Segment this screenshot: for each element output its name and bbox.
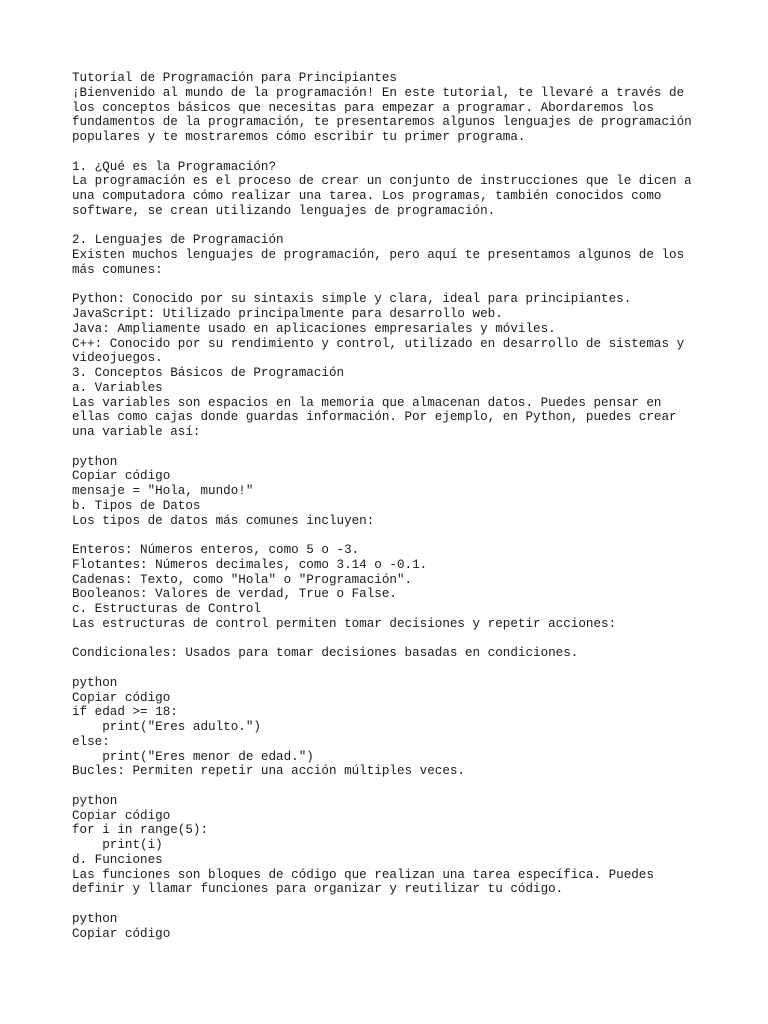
blank-line xyxy=(72,632,732,647)
text-line: b. Tipos de Datos xyxy=(72,498,201,513)
text-line: Tutorial de Programación para Principiantes xyxy=(72,71,397,85)
text-line: videojuegos. xyxy=(72,351,163,366)
blank-line xyxy=(72,528,732,543)
text-line: 2. Lenguajes de Programación xyxy=(72,233,284,248)
text-line: Existen muchos lenguajes de programación, pero aquí te presentamos algunos de los xyxy=(72,248,685,262)
text-line: fundamentos de la programación, te presentaremos algunos lenguajes de programación xyxy=(72,115,692,130)
blank-line xyxy=(72,661,732,676)
text-line: python xyxy=(72,454,118,469)
text-line: Condicionales: Usados para tomar decisiones basadas en condiciones. xyxy=(72,646,579,661)
text-line: una variable así: xyxy=(72,425,201,439)
text-line: Cadenas: Texto, como "Hola" o "Programación". xyxy=(72,572,413,587)
text-line: definir y llamar funciones para organizar y reutilizar tu código. xyxy=(72,882,564,897)
text-line: Las estructuras de control permiten tomar decisiones y repetir acciones: xyxy=(72,616,617,631)
text-line: d. Funciones xyxy=(72,852,163,867)
text-line: ¡Bienvenido al mundo de la programación! En este tutorial, te llevaré a través de xyxy=(72,85,685,100)
text-line: Python: Conocido por su sintaxis simple y clara, ideal para principiantes. xyxy=(72,292,632,307)
blank-line xyxy=(72,779,732,794)
text-line: Copiar código xyxy=(72,469,171,484)
text-line: Enteros: Números enteros, como 5 o -3. xyxy=(72,543,360,557)
text-line: Las funciones son bloques de código que realizan una tarea específica. Puedes xyxy=(72,867,654,882)
text-line: Flotantes: Números decimales, como 3.14 o -0.1. xyxy=(72,557,428,572)
text-line: populares y te mostraremos cómo escribir tu primer programa. xyxy=(72,130,526,144)
text-line: else: xyxy=(72,734,110,749)
text-line: JavaScript: Utilizado principalmente para desarrollo web. xyxy=(72,307,503,321)
blank-line xyxy=(72,145,732,160)
text-line: Bucles: Permiten repetir una acción múltiples veces. xyxy=(72,764,465,779)
text-line: ellas como cajas donde guardas información. Por ejemplo, en Python, puedes crear xyxy=(72,410,677,425)
text-line: a. Variables xyxy=(72,380,163,395)
blank-line xyxy=(72,897,732,912)
text-line: c. Estructuras de Control xyxy=(72,602,261,616)
blank-line xyxy=(72,440,732,455)
text-line: Copiar código xyxy=(72,690,171,705)
text-line: los conceptos básicos que necesitas para empezar a programar. Abordaremos los xyxy=(72,100,654,115)
text-line: print("Eres adulto.") xyxy=(72,720,261,734)
text-line: Los tipos de datos más comunes incluyen: xyxy=(72,513,375,528)
text-line: mensaje = "Hola, mundo!" xyxy=(72,484,254,498)
text-line: print(i) xyxy=(72,838,163,852)
text-line: Booleanos: Valores de verdad, True o False. xyxy=(72,587,397,602)
text-line: La programación es el proceso de crear un conjunto de instrucciones que le dicen a xyxy=(72,174,692,189)
text-line: Copiar código xyxy=(72,808,171,823)
text-line: Las variables son espacios en la memoria que almacenan datos. Puedes pensar en xyxy=(72,395,662,410)
document-body xyxy=(72,71,732,941)
text-line: print("Eres menor de edad.") xyxy=(72,749,314,764)
text-line: python xyxy=(72,793,118,808)
text-line: if edad >= 18: xyxy=(72,705,178,720)
text-line: python xyxy=(72,675,118,690)
text-line: una computadora cómo realizar una tarea. Los programas, también conocidos como xyxy=(72,189,662,203)
text-line: más comunes: xyxy=(72,262,163,277)
blank-line xyxy=(72,278,732,293)
text-line: 3. Conceptos Básicos de Programación xyxy=(72,366,345,380)
text-line: Copiar código xyxy=(72,926,171,941)
text-line: Java: Ampliamente usado en aplicaciones empresariales y móviles. xyxy=(72,321,556,336)
text-line: C++: Conocido por su rendimiento y control, utilizado en desarrollo de sistemas y xyxy=(72,336,685,351)
text-line: python xyxy=(72,911,118,926)
text-line: software, se crean utilizando lenguajes de programación. xyxy=(72,203,496,218)
text-line: for i in range(5): xyxy=(72,823,209,838)
text-line: 1. ¿Qué es la Programación? xyxy=(72,159,277,174)
blank-line xyxy=(72,219,732,234)
